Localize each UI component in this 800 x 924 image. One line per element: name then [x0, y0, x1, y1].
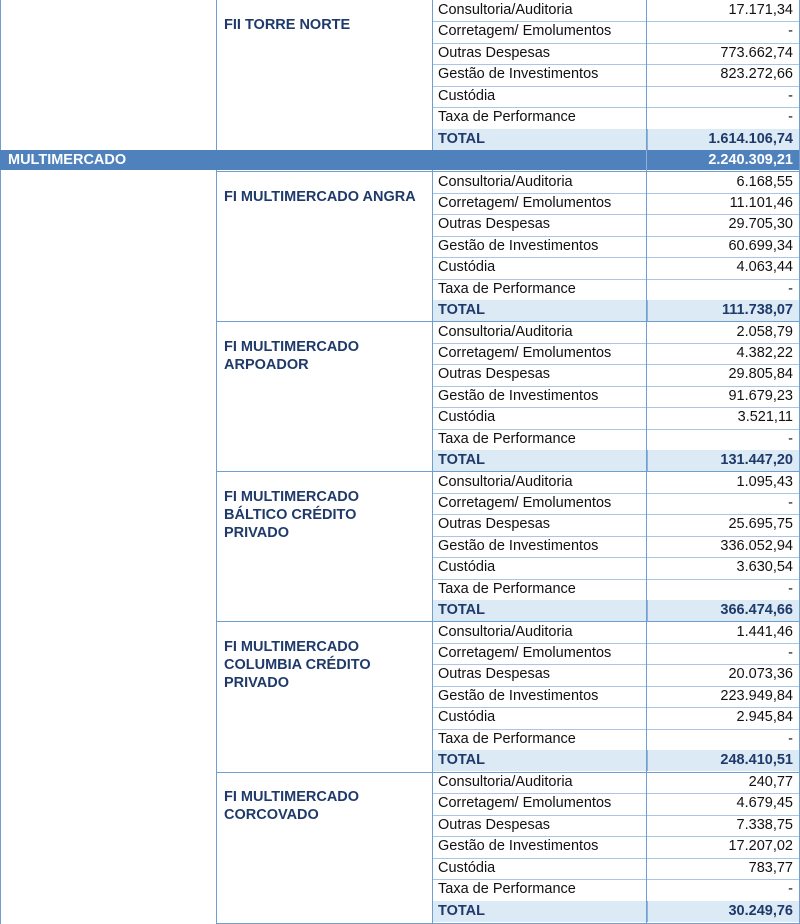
expense-label: Consultoria/Auditoria: [438, 323, 573, 340]
expense-label: Outras Despesas: [438, 216, 551, 233]
expense-value: -: [788, 881, 793, 898]
expense-label: Gestão de Investimentos: [438, 387, 599, 404]
expense-label: Gestão de Investimentos: [438, 66, 599, 83]
total-label: TOTAL: [438, 452, 485, 469]
expense-label: Corretagem/ Emolumentos: [438, 23, 612, 40]
expense-label: Outras Despesas: [438, 666, 551, 683]
expense-value: -: [788, 280, 793, 297]
expense-label: Corretagem/ Emolumentos: [438, 644, 612, 661]
expense-value: -: [788, 109, 793, 126]
grid-line-fund: [216, 0, 217, 150]
fund-name: FI MULTIMERCADO ANGRA: [224, 188, 416, 205]
expense-value: 4.382,22: [736, 344, 793, 361]
category-total: 2.240.309,21: [708, 152, 793, 168]
expense-value: 11.101,46: [729, 194, 793, 211]
total-row-separator: [647, 901, 648, 922]
total-value: 248.410,51: [720, 752, 793, 769]
total-row-separator: [647, 450, 648, 471]
expense-label: Consultoria/Auditoria: [438, 623, 573, 640]
grid-line-fund: [216, 170, 217, 924]
expense-value: 336.052,94: [720, 537, 793, 554]
expense-value: 29.805,84: [728, 366, 793, 383]
expense-value: 7.338,75: [736, 816, 793, 833]
expense-label: Gestão de Investimentos: [438, 687, 599, 704]
expense-value: 25.695,75: [728, 516, 793, 533]
expense-label: Corretagem/ Emolumentos: [438, 795, 612, 812]
grid-line-label: [432, 0, 433, 150]
expense-value: -: [788, 430, 793, 447]
expense-value: 4.679,45: [736, 795, 793, 812]
fund-name: FI MULTIMERCADO COLUMBIA CRÉDITO PRIVADO: [224, 638, 371, 691]
total-label: TOTAL: [438, 902, 485, 919]
total-value: 1.614.106,74: [708, 130, 793, 147]
expense-value: 20.073,36: [728, 666, 793, 683]
grid-line-left: [0, 170, 1, 924]
expense-value: 1.441,46: [736, 623, 793, 640]
expense-value: 17.207,02: [728, 838, 793, 855]
expense-label: Taxa de Performance: [438, 430, 576, 447]
expense-label: Outras Despesas: [438, 816, 551, 833]
expense-value: -: [788, 23, 793, 40]
expense-value: 1.095,43: [736, 473, 793, 490]
total-row-separator: [647, 600, 648, 621]
total-row-separator: [647, 750, 648, 771]
expense-label: Taxa de Performance: [438, 730, 576, 747]
expense-value: -: [788, 644, 793, 661]
expense-label: Consultoria/Auditoria: [438, 2, 573, 18]
category-band-separator: [646, 150, 647, 170]
expense-label: Taxa de Performance: [438, 109, 576, 126]
expense-value: 91.679,23: [728, 387, 793, 404]
fund-name: FI MULTIMERCADO BÁLTICO CRÉDITO PRIVADO: [224, 488, 360, 541]
expense-label: Consultoria/Auditoria: [438, 774, 573, 790]
expense-value: -: [788, 730, 793, 747]
expense-value: 2.058,79: [736, 323, 793, 340]
total-label: TOTAL: [438, 602, 485, 619]
grid-line-value: [646, 0, 647, 150]
expense-label: Outras Despesas: [438, 366, 551, 383]
expense-value: -: [788, 494, 793, 511]
total-row-separator: [647, 129, 648, 150]
expense-label: Custódia: [438, 559, 496, 576]
category-name: MULTIMERCADO: [8, 152, 127, 168]
total-label: TOTAL: [438, 130, 485, 147]
expense-value: 29.705,30: [728, 216, 793, 233]
expense-label: Custódia: [438, 259, 496, 276]
expense-value: 3.521,11: [737, 409, 793, 426]
expense-value: 17.171,34: [728, 2, 793, 18]
expense-label: Gestão de Investimentos: [438, 237, 599, 254]
total-value: 366.474,66: [720, 602, 793, 619]
total-value: 111.738,07: [722, 302, 793, 319]
expense-label: Corretagem/ Emolumentos: [438, 344, 612, 361]
expense-value: 60.699,34: [728, 237, 793, 254]
grid-line-left: [0, 0, 1, 150]
total-value: 30.249,76: [728, 902, 793, 919]
fund-name: FII TORRE NORTE: [224, 17, 351, 33]
fund-name: FI MULTIMERCADO ARPOADOR: [224, 338, 360, 373]
expense-value: 3.630,54: [736, 559, 793, 576]
fund-name: FI MULTIMERCADO CORCOVADO: [224, 789, 360, 823]
expense-label: Outras Despesas: [438, 516, 551, 533]
expense-value: 6.168,55: [736, 173, 793, 190]
expense-label: Custódia: [438, 859, 496, 876]
expense-value: 240,77: [748, 774, 793, 790]
expense-label: Taxa de Performance: [438, 881, 576, 898]
expense-label: Gestão de Investimentos: [438, 838, 599, 855]
total-label: TOTAL: [438, 302, 485, 319]
expense-label: Taxa de Performance: [438, 580, 576, 597]
expense-value: 783,77: [748, 859, 793, 876]
expense-label: Custódia: [438, 87, 496, 104]
expense-label: Gestão de Investimentos: [438, 537, 599, 554]
grid-line-label: [432, 170, 433, 924]
expense-value: 4.063,44: [736, 259, 793, 276]
expense-label: Corretagem/ Emolumentos: [438, 494, 612, 511]
expense-label: Consultoria/Auditoria: [438, 473, 573, 490]
expense-label: Taxa de Performance: [438, 280, 576, 297]
total-row-separator: [647, 300, 648, 321]
expense-value: -: [788, 580, 793, 597]
expense-value: 773.662,74: [720, 44, 793, 61]
expense-label: Custódia: [438, 409, 496, 426]
expense-label: Consultoria/Auditoria: [438, 173, 573, 190]
expense-value: 223.949,84: [720, 687, 793, 704]
expense-label: Corretagem/ Emolumentos: [438, 194, 612, 211]
grid-line-value: [646, 170, 647, 924]
total-label: TOTAL: [438, 752, 485, 769]
expense-value: 823.272,66: [720, 66, 793, 83]
expense-value: -: [788, 87, 793, 104]
total-value: 131.447,20: [720, 452, 793, 469]
expense-label: Outras Despesas: [438, 44, 551, 61]
expense-label: Custódia: [438, 709, 496, 726]
expense-value: 2.945,84: [736, 709, 793, 726]
